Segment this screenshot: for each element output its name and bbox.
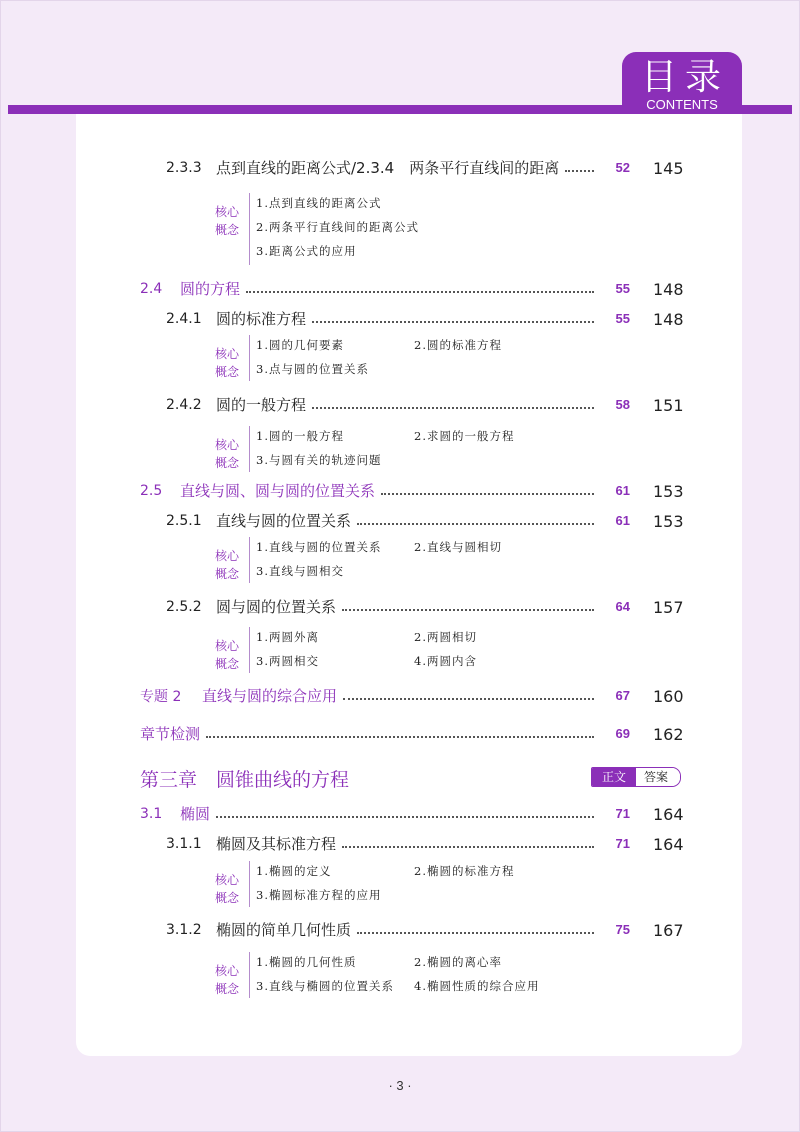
concept-item: 1.椭圆的几何性质 <box>256 955 357 969</box>
answer-page-2-5: 153 <box>653 482 684 501</box>
leader-dots <box>343 698 594 700</box>
concept-item: 4.椭圆性质的综合应用 <box>414 979 540 993</box>
entry-page: 67 <box>615 688 630 703</box>
toc-entry-2-5[interactable] <box>140 480 630 501</box>
concept-item: 3.两圆相交 <box>256 654 319 668</box>
entry-title: 点到直线的距离公式/2.3.4 两条平行直线间的距离 <box>216 159 560 177</box>
entry-title: 直线与圆、圆与圆的位置关系 <box>180 482 376 500</box>
concept-item: 1.圆的一般方程 <box>256 429 344 443</box>
concept-item: 4.两圆内含 <box>414 654 477 668</box>
leader-dots <box>216 816 594 818</box>
concept-item: 3.椭圆标准方程的应用 <box>256 888 382 902</box>
answer-page-2-4-2: 151 <box>653 396 684 415</box>
entry-page: 75 <box>615 922 630 937</box>
contents-title: 目录 <box>640 57 729 98</box>
entry-number: 2.5.2 <box>166 598 202 615</box>
concept-item: 1.直线与圆的位置关系 <box>256 540 382 554</box>
toc-entry-3-1[interactable] <box>140 803 630 824</box>
concept-label: 核心 概念 <box>214 205 239 237</box>
toc-entry-topic-2[interactable] <box>140 685 630 706</box>
concept-divider <box>249 627 250 673</box>
contents-subtitle: CONTENTS <box>646 97 718 112</box>
entry-page: 55 <box>615 281 630 296</box>
toc-entry-2-4-2[interactable] <box>166 394 630 415</box>
text-answer-tags <box>591 767 681 787</box>
concept-item: 3.距离公式的应用 <box>256 244 357 258</box>
answer-page-2-5-2: 157 <box>653 598 684 617</box>
leader-dots <box>312 407 594 409</box>
entry-page: 58 <box>615 397 630 412</box>
concept-item: 1.两圆外离 <box>256 630 319 644</box>
entry-number: 专题 2 <box>140 688 182 705</box>
answer-page-3-1-1: 164 <box>653 835 684 854</box>
concept-divider <box>249 193 250 265</box>
entry-number: 3.1 <box>140 805 163 822</box>
entry-number: 2.4.1 <box>166 310 202 327</box>
leader-dots <box>342 609 594 611</box>
concept-label: 核心 概念 <box>214 438 239 470</box>
leader-dots <box>206 736 594 738</box>
concept-divider <box>249 952 250 998</box>
concept-item: 2.椭圆的标准方程 <box>414 864 515 878</box>
leader-dots <box>246 291 594 293</box>
toc-entry-2-4[interactable] <box>140 278 630 299</box>
answer-page-2-4-1: 148 <box>653 310 684 329</box>
concept-divider <box>249 426 250 472</box>
answer-page-3-1: 164 <box>653 805 684 824</box>
toc-entry-2-5-1[interactable] <box>166 510 630 531</box>
entry-page: 55 <box>615 311 630 326</box>
page-number: · 3 · <box>388 1078 412 1093</box>
entry-title: 直线与圆的综合应用 <box>202 687 338 705</box>
tag-main-text: 正文 <box>592 768 636 786</box>
contents-tab <box>622 52 742 114</box>
concept-label: 核心 概念 <box>214 639 239 671</box>
entry-title: 圆与圆的位置关系 <box>216 598 337 616</box>
leader-dots <box>381 493 594 495</box>
leader-dots <box>342 846 594 848</box>
concept-item: 2.两圆相切 <box>414 630 477 644</box>
toc-card <box>76 114 742 1056</box>
concept-item: 1.圆的几何要素 <box>256 338 344 352</box>
answer-page-chapter-test: 162 <box>653 725 684 744</box>
entry-title: 椭圆 <box>180 805 211 823</box>
concept-item: 2.圆的标准方程 <box>414 338 502 352</box>
entry-title: 椭圆的简单几何性质 <box>216 921 352 939</box>
leader-dots <box>565 170 594 172</box>
entry-page: 61 <box>615 513 630 528</box>
entry-title: 圆的标准方程 <box>216 310 307 328</box>
chapter-title: 第三章 圆锥曲线的方程 <box>140 769 350 791</box>
concept-item: 3.与圆有关的轨迹问题 <box>256 453 382 467</box>
concept-item: 2.椭圆的离心率 <box>414 955 502 969</box>
toc-entry-2-3-3[interactable] <box>166 157 630 178</box>
concept-label: 核心 概念 <box>214 964 239 996</box>
concept-label: 核心 概念 <box>214 347 239 379</box>
toc-entry-2-4-1[interactable] <box>166 308 630 329</box>
toc-entry-3-1-1[interactable] <box>166 833 630 854</box>
leader-dots <box>312 321 594 323</box>
toc-entry-3-1-2[interactable] <box>166 919 630 940</box>
leader-dots <box>357 523 594 525</box>
answer-page-2-5-1: 153 <box>653 512 684 531</box>
entry-title: 直线与圆的位置关系 <box>216 512 352 530</box>
answer-page-3-1-2: 167 <box>653 921 684 940</box>
concept-label: 核心 概念 <box>214 549 239 581</box>
concept-item: 2.直线与圆相切 <box>414 540 502 554</box>
concept-item: 1.点到直线的距离公式 <box>256 196 382 210</box>
concept-item: 2.求圆的一般方程 <box>414 429 515 443</box>
entry-page: 69 <box>615 726 630 741</box>
answer-page-topic-2: 160 <box>653 687 684 706</box>
entry-number: 3.1.2 <box>166 921 202 938</box>
entry-number: 2.5.1 <box>166 512 202 529</box>
entry-title: 圆的方程 <box>180 280 241 298</box>
concept-label: 核心 概念 <box>214 873 239 905</box>
concept-item: 2.两条平行直线间的距离公式 <box>256 220 419 234</box>
entry-number: 2.5 <box>140 482 163 499</box>
answer-page-2-4: 148 <box>653 280 684 299</box>
tag-answer: 答案 <box>636 768 680 786</box>
concept-item: 3.直线与圆相交 <box>256 564 344 578</box>
entry-page: 52 <box>615 160 630 175</box>
entry-title: 章节检测 <box>140 725 201 743</box>
toc-entry-2-5-2[interactable] <box>166 596 630 617</box>
concept-divider <box>249 335 250 381</box>
concept-divider <box>249 861 250 907</box>
answer-page-2-3-3: 145 <box>653 159 684 178</box>
entry-number: 2.4.2 <box>166 396 202 413</box>
concept-divider <box>249 537 250 583</box>
entry-number: 2.3.3 <box>166 159 202 176</box>
entry-page: 61 <box>615 483 630 498</box>
toc-entry-chapter-test[interactable] <box>140 723 630 744</box>
concept-item: 1.椭圆的定义 <box>256 864 332 878</box>
leader-dots <box>357 932 594 934</box>
entry-title: 椭圆及其标准方程 <box>216 835 337 853</box>
concept-item: 3.直线与椭圆的位置关系 <box>256 979 394 993</box>
entry-page: 71 <box>615 836 630 851</box>
entry-page: 71 <box>615 806 630 821</box>
entry-number: 2.4 <box>140 280 163 297</box>
entry-number: 3.1.1 <box>166 835 202 852</box>
entry-page: 64 <box>615 599 630 614</box>
entry-title: 圆的一般方程 <box>216 396 307 414</box>
concept-item: 3.点与圆的位置关系 <box>256 362 369 376</box>
